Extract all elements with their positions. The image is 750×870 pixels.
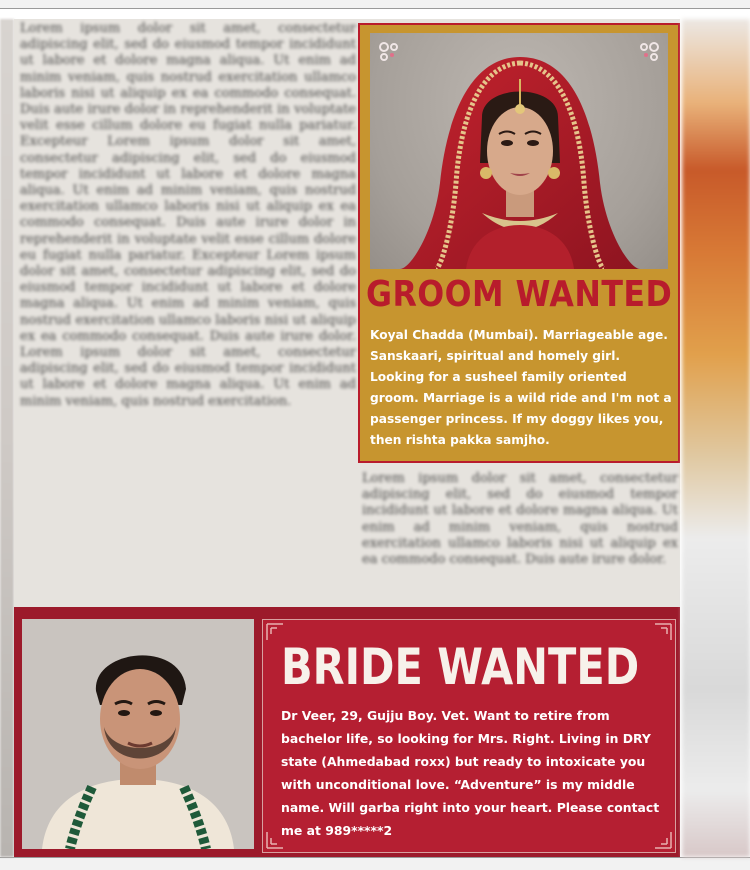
bride-wanted-panel (262, 619, 676, 853)
floral-ornament-icon (636, 39, 662, 65)
groom-wanted-body: Koyal Chadda (Mumbai). Marriageable age. Sanskaari, spiritual and homely girl. Looking for a susheel family oriented groom. Marriage is a wild ride and I'm not a passenger princess. If my doggy likes you, then rishta pakka samjho. (370, 328, 672, 447)
bride-wanted-ad (14, 607, 680, 857)
newspaper-page (14, 19, 680, 857)
groom-portrait-photo (22, 619, 254, 849)
filler-text-left-column: Lorem ipsum dolor sit amet, consectetur adipiscing elit, sed do eiusmod tempor incididunt ut labore et dolore magna aliqua. Ut enim ad minim veniam, quis nostrud exercitation ullamco laboris nisi ut aliquip ex ea commodo consequat. Duis aute irure dolor in reprehenderit in voluptate velit esse cillum dolore eu fugiat nulla pariatur. Excepteur Lorem ipsum dolor sit amet, consectetur adipiscing elit, sed do eiusmod tempor incididunt ut labore et dolore magna aliqua. Ut enim ad minim veniam, quis nostrud exercitation ullamco laboris nisi ut aliquip ex ea commodo consequat. Duis aute irure dolor in reprehenderit in voluptate velit esse cillum dolore eu fugiat nulla pariatur. Excepteur Lorem ipsum dolor sit amet, consectetur adipiscing elit, sed do eiusmod tempor incididunt ut labore et dolore magna aliqua. Ut enim ad minim veniam, quis nostrud exercitation ullamco laboris nisi ut aliquip ex ea commodo consequat. Duis aute irure dolor. Lorem ipsum dolor sit amet, consectetur adipiscing elit, sed do eiusmod tempor incididunt ut labore et dolore magna aliqua. Ut enim ad minim veniam, quis nostrud exercitation. (20, 21, 356, 409)
left-edge-blur (0, 19, 14, 857)
bride-portrait-photo (370, 33, 668, 269)
groom-portrait-illustration (22, 619, 254, 849)
bride-wanted-heading: BRIDE WANTED (281, 638, 640, 696)
filler-text-right-column: Lorem ipsum dolor sit amet, consectetur adipiscing elit, sed do eiusmod tempor incididunt ut labore et dolore magna aliqua. Ut enim ad minim veniam, quis nostrud exercitation ullamco laboris nisi ut aliquip ex ea commodo consequat. Duis aute irure dolor. (362, 471, 678, 568)
bride-portrait-illustration (370, 33, 668, 269)
bride-wanted-body: Dr Veer, 29, Gujju Boy. Vet. Want to retire from bachelor life, so looking for Mrs. Right. Living in DRY state (Ahmedabad roxx) but ready to intoxicate you with unconditional love. “Adventure” is my middle name. Will garba right into your heart. Please contact me at 989*****2 (281, 708, 660, 838)
groom-wanted-ad (358, 23, 680, 463)
floral-ornament-icon (376, 39, 402, 65)
clipping-frame (0, 8, 750, 858)
groom-wanted-heading: GROOM WANTED (366, 274, 673, 315)
right-edge-blur (682, 19, 750, 857)
corner-ornament-icon (653, 622, 673, 642)
